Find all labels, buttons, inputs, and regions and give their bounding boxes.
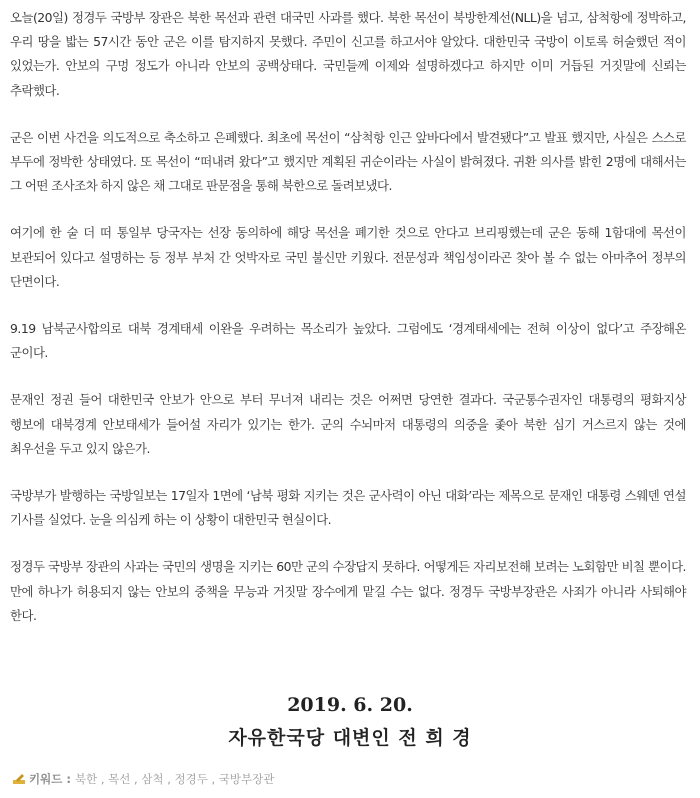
keyword-link[interactable]: , 국방부장관 xyxy=(211,772,274,786)
keyword-link[interactable]: , 정경두 xyxy=(167,772,208,786)
spokesperson-signature: 자유한국당 대변인 전 희 경 xyxy=(228,727,472,749)
paragraph: 9.19 남북군사합의로 대북 경계태세 이완을 우려하는 목소리가 높았다. 그럼에도 ‘경계태세에는 전혀 이상이 없다’고 주장해온 군이다. xyxy=(10,321,686,361)
paragraph: 문재인 정권 들어 대한민국 안보가 안으로 부터 무너져 내리는 것은 어쩌면 당연한 결과다. 국군통수권자인 대통령의 평화지상 행보에 대북경계 안보태세가 들어설 자리가 있기는 한가. 군의 수뇌마저 대통령의 의중을 좇아 북한 심기 거스르지 않는 것에 최우선을 두고 있지 않은가. xyxy=(10,392,686,456)
pencil-icon xyxy=(12,773,26,785)
keyword-list xyxy=(75,771,274,787)
statement-date: 2019. 6. 20. xyxy=(287,694,413,716)
keyword-link[interactable]: 북한 xyxy=(74,772,98,786)
paragraph: 오늘(20일) 정경두 국방부 장관은 북한 목선과 관련 대국민 사과를 했다. 북한 목선이 북방한계선(NLL)을 넘고, 삼척항에 정박하고, 우리 땅을 밟는 57시간 동안 군은 이를 탐지하지 못했다. 주민이 신고를 하고서야 알았다. 대한민국 국방이 이토록 허술했던 적이 있었는가. 안보의 구멍 정도가 아니라 안보의 공백상태다. 국민들께 이제와 설명하겠다고 하지만 이미 거듭된 거짓말에 신뢰는 추락했다. xyxy=(10,10,686,98)
keywords-bar xyxy=(12,771,274,787)
paragraph: 국방부가 발행하는 국방일보는 17일자 1면에 ‘남북 평화 지키는 것은 군사력이 아닌 대화’라는 제목으로 문재인 대통령 스웨덴 연설 기사를 실었다. 눈을 의심케 하는 이 상황이 대한민국 현실이다. xyxy=(10,488,686,528)
keyword-link[interactable]: , 삼척 xyxy=(134,772,164,786)
paragraph: 여기에 한 술 더 떠 통일부 당국자는 선장 동의하에 해당 목선을 폐기한 것으로 안다고 브리핑했는데 군은 동해 1함대에 목선이 보관되어 있다고 설명하는 등 정부 부처 간 엇박자로 국민 불신만 키웠다. 전문성과 책임성이라곤 찾아 볼 수 없는 아마추어 정부의 단면이다. xyxy=(10,225,686,289)
keyword-link[interactable]: , 목선 xyxy=(101,772,131,786)
paragraph: 정경두 국방부 장관의 사과는 국민의 생명을 지키는 60만 군의 수장답지 못하다. 어떻게든 자리보전해 보려는 노회함만 비칠 뿐이다. 만에 하나가 허용되지 않는 안보의 중책을 무능과 거짓말 장수에게 맡길 수는 없다. 정경두 국방부장관은 사죄가 아니라 사퇴해야 한다. xyxy=(10,559,686,623)
article-body xyxy=(10,6,686,651)
keywords-label: 키워드 : xyxy=(29,772,71,786)
paragraph: 군은 이번 사건을 의도적으로 축소하고 은폐했다. 최초에 목선이 “삼척항 인근 앞바다에서 발견됐다”고 발표 했지만, 사실은 스스로 부두에 정박한 상태였다. 또 목선이 “떠내려 왔다”고 했지만 계획된 귀순이라는 사실이 밝혀졌다. 귀환 의사를 밝힌 2명에 대해서는 그 어떤 조사조차 하지 않은 채 그대로 판문점을 통해 북한으로 돌려보냈다. xyxy=(10,129,686,194)
